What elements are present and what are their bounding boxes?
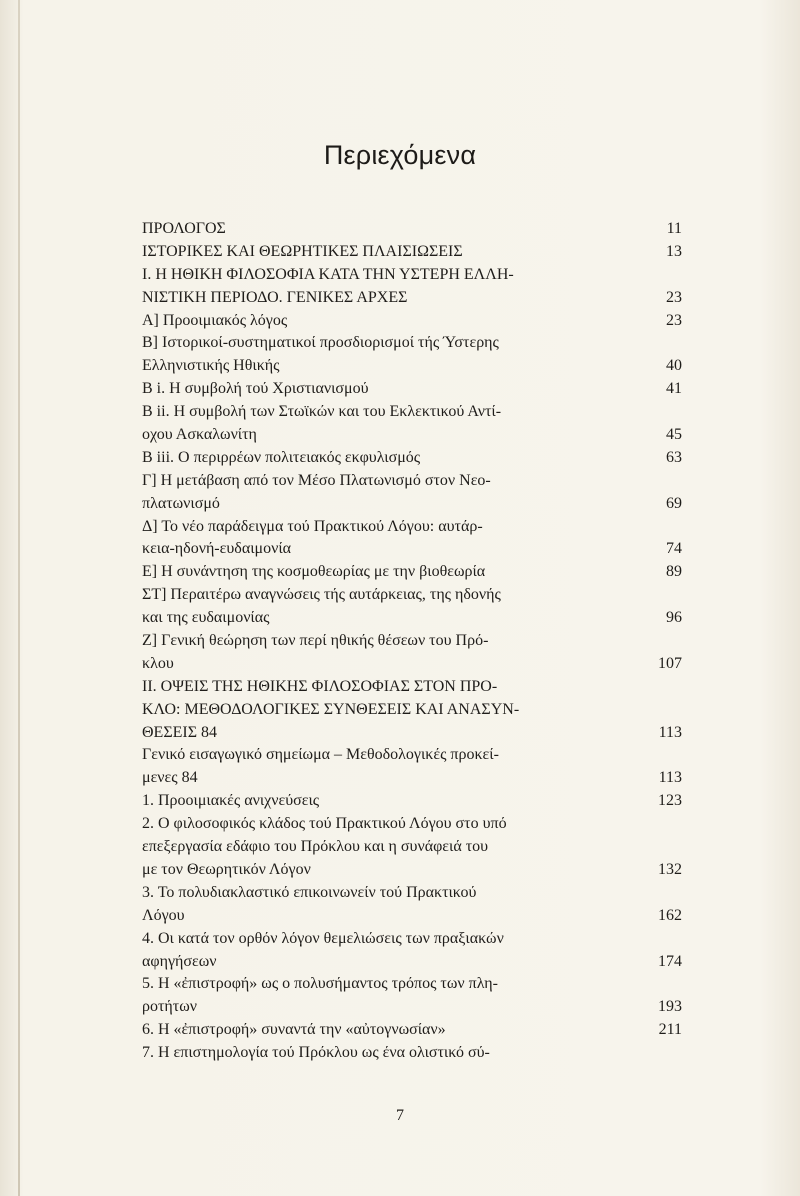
table-of-contents (142, 218, 682, 1065)
toc-entry (142, 561, 682, 584)
toc-entry-line (142, 836, 682, 859)
toc-entry-line (142, 951, 682, 974)
toc-entry (142, 1042, 682, 1065)
toc-entry (142, 332, 682, 378)
toc-page-number: 23 (666, 311, 682, 329)
toc-entry-line (142, 790, 682, 813)
toc-page-number: 174 (658, 952, 682, 970)
page-title: Περιεχόμενα (323, 140, 477, 170)
toc-page-number: 162 (658, 906, 682, 924)
toc-entry (142, 241, 682, 264)
toc-entry-line (142, 607, 682, 630)
toc-entry-line (142, 744, 682, 767)
toc-entry-line (142, 241, 682, 264)
toc-page-number: 96 (666, 609, 682, 627)
toc-entry (142, 882, 682, 928)
toc-entry (142, 378, 682, 401)
toc-page-number: 123 (658, 792, 682, 810)
toc-entry (142, 790, 682, 813)
toc-page-number: 113 (658, 723, 682, 741)
toc-entry (142, 1019, 682, 1042)
toc-entry (142, 584, 682, 630)
toc-page-number: 23 (666, 288, 682, 306)
toc-entry-line (142, 264, 682, 287)
toc-page-number: 63 (666, 448, 682, 466)
toc-entry-text: και της ευδαιμονίας (142, 609, 270, 627)
toc-entry-line (142, 767, 682, 790)
toc-page-number: 41 (666, 380, 682, 398)
toc-entry (142, 310, 682, 333)
toc-page-number: 45 (666, 426, 682, 444)
toc-entry-line (142, 561, 682, 584)
toc-entry (142, 744, 682, 790)
toc-entry-line (142, 287, 682, 310)
toc-entry-line (142, 905, 682, 928)
toc-page-number: 113 (658, 769, 682, 787)
toc-entry (142, 516, 682, 562)
toc-entry-line (142, 378, 682, 401)
toc-entry (142, 401, 682, 447)
toc-entry-text: Ζ] Γενική θεώρηση των περί ηθικής θέσεων του Πρό- (142, 632, 489, 650)
toc-page-number: 40 (666, 357, 682, 375)
toc-entry-text: κλου (142, 654, 174, 672)
toc-entry-text: ΘΕΣΕΙΣ 84 (142, 723, 218, 741)
toc-entry-line (142, 882, 682, 905)
toc-entry-text: Β iii. Ο περιρρέων πολιτειακός εκφυλισμός (142, 448, 421, 466)
toc-entry-line (142, 218, 682, 241)
toc-entry-text: οχου Ασκαλωνίτη (142, 426, 257, 444)
toc-entry-text: ΙΣΤΟΡΙΚΕΣ ΚΑΙ ΘΕΩΡΗΤΙΚΕΣ ΠΛΑΙΣΙΩΣΕΙΣ (142, 242, 463, 260)
toc-entry-text: 4. Οι κατά τον ορθόν λόγον θεμελιώσεις των πραξιακών (142, 929, 504, 947)
toc-entry (142, 218, 682, 241)
toc-entry-line (142, 859, 682, 882)
toc-page-number: 74 (666, 540, 682, 558)
toc-entry-text: Γ] Η μετάβαση από τον Μέσο Πλατωνισμό στον Νεο- (142, 471, 491, 489)
toc-entry-text: πλατωνισμό (142, 494, 220, 512)
toc-entry-text: ΣΤ] Περαιτέρω αναγνώσεις τής αυτάρκειας, της ηδονής (142, 586, 501, 604)
toc-entry-line (142, 332, 682, 355)
toc-entry (142, 630, 682, 676)
toc-entry-text: Λόγου (142, 906, 185, 924)
toc-entry-text: ΚΛΟ: ΜΕΘΟΔΟΛΟΓΙΚΕΣ ΣΥΝΘΕΣΕΙΣ ΚΑΙ ΑΝΑΣΥΝ- (142, 700, 520, 718)
toc-page-number: 132 (658, 860, 682, 878)
toc-entry-text: ΠΡΟΛΟΓΟΣ (142, 220, 226, 237)
toc-entry-text: Δ] Το νέο παράδειγμα τού Πρακτικού Λόγου: αυτάρ- (142, 517, 483, 535)
toc-page-number: 13 (666, 242, 682, 260)
toc-entry-text: Β i. Η συμβολή τού Χριστιανισμού (142, 380, 369, 398)
toc-entry-text: Β] Ιστορικοί-συστηματικοί προσδιορισμοί τής Ύστερης (142, 334, 499, 352)
toc-entry (142, 973, 682, 1019)
toc-entry-line (142, 996, 682, 1019)
toc-page-number: 107 (658, 654, 682, 672)
toc-entry-text: επεξεργασία εδάφιο του Πρόκλου και η συνάφειά του (142, 838, 489, 856)
toc-entry-text: ροτήτων (142, 998, 197, 1016)
toc-page-number: 11 (666, 220, 682, 237)
toc-entry-text: 3. Το πολυδιακλαστικό επικοινωνείν τού Πρακτικού (142, 883, 477, 901)
toc-entry (142, 813, 682, 882)
toc-entry-text: Γενικό εισαγωγικό σημείωμα – Μεθοδολογικές προκεί- (142, 746, 499, 764)
toc-entry-text: Β ii. Η συμβολή των Στωϊκών και του Εκλεκτικού Αντί- (142, 403, 502, 421)
page-number: 7 (396, 1107, 404, 1124)
toc-entry-line (142, 516, 682, 539)
toc-entry-line (142, 676, 682, 699)
toc-entry-text: κεια-ηδονή-ευδαιμονία (142, 540, 291, 558)
toc-entry-text: 1. Προοιμιακές ανιχνεύσεις (142, 792, 320, 810)
toc-entry-text: μενες 84 (142, 769, 198, 787)
toc-entry-text: Ι. Η ΗΘΙΚΗ ΦΙΛΟΣΟΦΙΑ ΚΑΤΑ ΤΗΝ ΥΣΤΕΡΗ ΕΛΛΗ- (142, 265, 514, 283)
toc-entry-line (142, 493, 682, 516)
toc-entry-line (142, 470, 682, 493)
toc-page-number: 211 (658, 1021, 682, 1039)
toc-entry-text: ΙΙ. ΟΨΕΙΣ ΤΗΣ ΗΘΙΚΗΣ ΦΙΛΟΣΟΦΙΑΣ ΣΤΟΝ ΠΡΟ- (142, 677, 498, 695)
toc-entry-text: 7. Η επιστημολογία τού Πρόκλου ως ένα ολιστικό σύ- (142, 1044, 490, 1062)
toc-entry-line (142, 310, 682, 333)
toc-entry-text: με τον Θεωρητικόν Λόγον (142, 860, 311, 878)
toc-entry (142, 264, 682, 310)
toc-entry (142, 470, 682, 516)
toc-entry-line (142, 928, 682, 951)
toc-entry-line (142, 813, 682, 836)
toc-entry-text: ΝΙΣΤΙΚΗ ΠΕΡΙΟΔΟ. ΓΕΝΙΚΕΣ ΑΡΧΕΣ (142, 288, 408, 306)
toc-entry (142, 928, 682, 974)
toc-entry-text: 6. Η «ἐπιστροφή» συναντά την «αὐτογνωσίαν» (142, 1021, 446, 1039)
toc-page-number: 69 (666, 494, 682, 512)
toc-entry-line (142, 653, 682, 676)
toc-entry-text: Α] Προοιμιακός λόγος (142, 311, 288, 329)
toc-entry-line (142, 447, 682, 470)
toc-page-number: 89 (666, 563, 682, 581)
toc-entry-text: αφηγήσεων (142, 952, 217, 970)
toc-entry-line (142, 722, 682, 745)
toc-entry-line (142, 424, 682, 447)
toc-page-number: 193 (658, 998, 682, 1016)
page-gutter-edge (18, 0, 20, 1196)
toc-entry-line (142, 630, 682, 653)
toc-entry-line (142, 699, 682, 722)
toc-entry-line (142, 584, 682, 607)
toc-entry-line (142, 973, 682, 996)
toc-entry-line (142, 1042, 682, 1065)
toc-entry (142, 676, 682, 745)
toc-entry (142, 447, 682, 470)
toc-entry-line (142, 1019, 682, 1042)
toc-entry-text: Ελληνιστικής Ηθικής (142, 357, 280, 375)
toc-entry-line (142, 401, 682, 424)
toc-entry-text: 2. Ο φιλοσοφικός κλάδος τού Πρακτικού Λόγου στο υπό (142, 815, 507, 833)
toc-entry-text: Ε] Η συνάντηση της κοσμοθεωρίας με την βιοθεωρία (142, 563, 486, 581)
toc-entry-line (142, 355, 682, 378)
toc-entry-text: 5. Η «ἐπιστροφή» ως ο πολυσήμαντος τρόπος των πλη- (142, 975, 498, 993)
toc-entry-line (142, 538, 682, 561)
